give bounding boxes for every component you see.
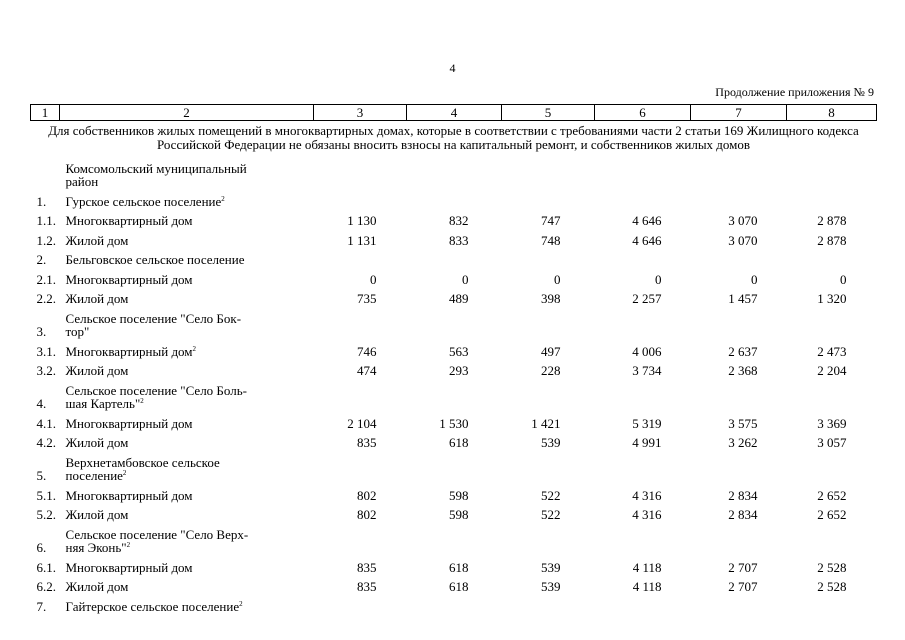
- value-col-6: 4 316: [632, 507, 662, 522]
- row-number: 4.: [36, 396, 47, 411]
- row-number: 4.2.: [36, 435, 56, 450]
- table-row: [31, 410, 877, 430]
- row-name: [60, 377, 314, 410]
- value-col-4: [407, 449, 502, 482]
- value-col-6: [595, 305, 691, 338]
- row-name-text: Верхнетамбовское сельское поселение: [65, 455, 220, 483]
- row-number: [31, 155, 60, 188]
- row-name-text: Многоквартирный дом: [65, 271, 193, 287]
- row-number: 2.1.: [36, 271, 56, 287]
- row-name: [60, 188, 314, 208]
- value-col-8: [787, 188, 877, 208]
- value-col-6: 2 257: [632, 291, 662, 306]
- value-col-8: 2 878: [817, 213, 847, 228]
- value-col-8: 2 652: [817, 487, 847, 503]
- value-col-7: 2 368: [728, 363, 758, 378]
- value-col-8: 3 369: [817, 415, 847, 431]
- row-name: [60, 410, 314, 430]
- value-col-6: 4 006: [632, 343, 662, 359]
- row-name: [60, 449, 314, 482]
- row-name: [60, 247, 314, 267]
- page-number: 4: [449, 61, 456, 75]
- value-col-4: [407, 155, 502, 188]
- row-name-text: Многоквартирный дом: [65, 343, 193, 359]
- value-col-3: [314, 593, 407, 613]
- value-col-8: 1 320: [817, 291, 847, 306]
- row-name: [60, 521, 314, 554]
- value-col-4: [407, 305, 502, 338]
- table-row: [31, 574, 877, 594]
- value-col-4: 489: [449, 291, 469, 306]
- row-name-text: Жилой дом: [65, 363, 129, 378]
- value-col-5: 539: [541, 579, 561, 594]
- row-number: 5.: [36, 468, 47, 483]
- value-col-8: [787, 521, 877, 554]
- row-name-text: Жилой дом: [65, 507, 129, 522]
- value-col-4: [407, 521, 502, 554]
- value-col-8: [787, 377, 877, 410]
- value-col-7: [691, 188, 787, 208]
- value-col-4: [407, 247, 502, 267]
- value-col-4: 832: [449, 213, 469, 228]
- value-col-4: 598: [449, 507, 469, 522]
- value-col-8: [787, 247, 877, 267]
- value-col-3: 735: [357, 291, 377, 306]
- footnote-marker: 2: [192, 344, 197, 353]
- value-col-3: 835: [357, 579, 377, 594]
- value-col-3: [314, 377, 407, 410]
- row-name-text: Жилой дом: [65, 232, 129, 248]
- value-col-3: 802: [357, 507, 377, 522]
- value-col-6: [595, 155, 691, 188]
- value-col-5: [502, 247, 595, 267]
- table-row: [31, 554, 877, 574]
- row-name-text: Жилой дом: [65, 435, 129, 450]
- row-name: [60, 305, 314, 338]
- value-col-7: [691, 593, 787, 613]
- value-col-5: 228: [541, 363, 561, 378]
- value-col-4: 833: [449, 232, 469, 248]
- row-name: [60, 227, 314, 247]
- value-col-5: 1 421: [531, 415, 561, 431]
- table-row: [31, 338, 877, 358]
- value-col-3: 2 104: [347, 415, 377, 431]
- value-col-5: 522: [541, 487, 561, 503]
- value-col-8: 2 878: [817, 232, 847, 248]
- value-col-3: 0: [370, 271, 377, 287]
- row-name: [60, 430, 314, 450]
- value-col-4: [407, 377, 502, 410]
- col-header-5: 5: [502, 105, 595, 121]
- value-col-5: 522: [541, 507, 561, 522]
- row-name: [60, 266, 314, 286]
- value-col-5: 398: [541, 291, 561, 306]
- table-row: [31, 358, 877, 378]
- row-name-text: Сельское поселение "Село Верх- няя Эконь": [65, 527, 249, 555]
- col-header-7: 7: [691, 105, 787, 121]
- row-name-text: Комсомольский муниципальный район: [65, 161, 247, 189]
- row-name-text: Сельское поселение "Село Бок- тор": [65, 311, 242, 339]
- value-col-3: 1 131: [347, 232, 377, 248]
- row-name-text: Гурское сельское поселение: [65, 193, 222, 209]
- table-row: [31, 188, 877, 208]
- row-number: 1.: [36, 193, 47, 209]
- value-col-7: 3 070: [728, 213, 758, 228]
- section-subheading-row: [31, 121, 877, 156]
- value-col-6: [595, 449, 691, 482]
- row-name-text: Многоквартирный дом: [65, 487, 193, 503]
- col-header-8: 8: [787, 105, 877, 121]
- value-col-8: [787, 155, 877, 188]
- table-row: [31, 482, 877, 502]
- value-col-5: [502, 155, 595, 188]
- footnote-marker: 2: [126, 541, 131, 549]
- table-row: [31, 247, 877, 267]
- value-col-5: 539: [541, 435, 561, 450]
- value-col-6: 5 319: [632, 415, 662, 431]
- row-number: 3.: [36, 324, 47, 339]
- value-col-7: [691, 521, 787, 554]
- value-col-6: [595, 593, 691, 613]
- value-col-7: [691, 449, 787, 482]
- value-col-6: [595, 188, 691, 208]
- value-col-6: [595, 247, 691, 267]
- value-col-4: 0: [462, 271, 469, 287]
- value-col-5: 747: [541, 213, 561, 228]
- footnote-marker: 2: [140, 397, 144, 405]
- value-col-6: 4 646: [632, 232, 662, 248]
- value-col-5: 497: [541, 343, 561, 359]
- table-row: [31, 155, 877, 188]
- value-col-8: 0: [840, 271, 847, 287]
- row-name-text: Бельговское сельское поселение: [65, 252, 245, 267]
- footnote-marker: 2: [122, 469, 127, 477]
- row-name-text: Гайтерское сельское поселение: [65, 598, 240, 614]
- table-row: [31, 377, 877, 410]
- value-col-3: 474: [357, 363, 377, 378]
- value-col-3: [314, 188, 407, 208]
- row-name-text: Многоквартирный дом: [65, 559, 193, 575]
- footnote-marker: 2: [221, 194, 225, 203]
- value-col-6: [595, 377, 691, 410]
- row-name: [60, 574, 314, 594]
- value-col-5: [502, 593, 595, 613]
- value-col-7: [691, 247, 787, 267]
- table-row: [31, 227, 877, 247]
- row-number: 2.: [36, 252, 47, 267]
- value-col-7: 2 707: [728, 559, 758, 575]
- row-name-text: Сельское поселение "Село Боль- шая Картель": [65, 383, 247, 411]
- value-col-3: [314, 155, 407, 188]
- value-col-8: [787, 593, 877, 613]
- row-name: [60, 554, 314, 574]
- tariff-table: [30, 104, 877, 613]
- value-col-5: 0: [554, 271, 561, 287]
- continuation-label: Продолжение приложения № 9: [715, 85, 874, 99]
- value-col-5: [502, 305, 595, 338]
- value-col-3: [314, 521, 407, 554]
- value-col-4: 618: [449, 435, 469, 450]
- value-col-7: 2 834: [728, 487, 758, 503]
- value-col-8: [787, 449, 877, 482]
- table-row: [31, 502, 877, 522]
- value-col-7: 1 457: [728, 291, 758, 306]
- row-number: 1.2.: [36, 232, 56, 248]
- table-row: [31, 449, 877, 482]
- table-row: [31, 430, 877, 450]
- value-col-6: 4 316: [632, 487, 662, 503]
- value-col-4: 563: [449, 343, 469, 359]
- value-col-4: 293: [449, 363, 469, 378]
- value-col-8: 2 528: [817, 559, 847, 575]
- row-number: 6.: [36, 540, 47, 555]
- value-col-4: 618: [449, 559, 469, 575]
- value-col-7: 3 575: [728, 415, 758, 431]
- section-subheading: Для собственников жилых помещений в многоквартирных домах, которые в соответствии с требованиями части 2 статьи 169 Жилищного кодекса Российской Федерации не обязаны вносить взносы на капитальный ремонт, и собственников жилых домов: [48, 123, 859, 152]
- row-name: [60, 286, 314, 306]
- table-row: [31, 305, 877, 338]
- row-number: 5.2.: [36, 507, 56, 522]
- value-col-8: 2 528: [817, 579, 847, 594]
- row-name-text: Жилой дом: [65, 579, 129, 594]
- value-col-3: 1 130: [347, 213, 377, 228]
- value-col-6: [595, 521, 691, 554]
- value-col-8: 3 057: [817, 435, 847, 450]
- value-col-6: 4 118: [632, 579, 662, 594]
- value-col-3: 835: [357, 435, 377, 450]
- row-name-text: Жилой дом: [65, 291, 129, 306]
- table-row: [31, 521, 877, 554]
- col-header-4: 4: [407, 105, 502, 121]
- table-row: [31, 593, 877, 613]
- row-number: 6.1.: [36, 559, 56, 575]
- value-col-7: 2 637: [728, 343, 758, 359]
- col-header-2: 2: [60, 105, 314, 121]
- row-number: 1.1.: [36, 213, 56, 228]
- row-name: [60, 155, 314, 188]
- value-col-7: 0: [751, 271, 758, 287]
- table-row: [31, 208, 877, 228]
- value-col-8: [787, 305, 877, 338]
- value-col-6: 3 734: [632, 363, 662, 378]
- value-col-3: [314, 247, 407, 267]
- row-name: [60, 482, 314, 502]
- value-col-7: [691, 377, 787, 410]
- value-col-5: 748: [541, 232, 561, 248]
- value-col-5: [502, 188, 595, 208]
- value-col-4: [407, 593, 502, 613]
- row-name: [60, 358, 314, 378]
- value-col-7: [691, 305, 787, 338]
- value-col-7: 2 834: [728, 507, 758, 522]
- value-col-6: 4 118: [632, 559, 662, 575]
- row-name: [60, 338, 314, 358]
- value-col-3: 746: [357, 343, 377, 359]
- value-col-4: 598: [449, 487, 469, 503]
- value-col-8: 2 473: [817, 343, 847, 359]
- value-col-7: [691, 155, 787, 188]
- table-row: [31, 286, 877, 306]
- row-name: [60, 593, 314, 613]
- column-number-row: [31, 105, 877, 121]
- value-col-5: [502, 377, 595, 410]
- row-number: 5.1.: [36, 487, 56, 503]
- row-name: [60, 502, 314, 522]
- col-header-3: 3: [314, 105, 407, 121]
- value-col-4: 618: [449, 579, 469, 594]
- value-col-5: 539: [541, 559, 561, 575]
- value-col-5: [502, 521, 595, 554]
- row-number: 4.1.: [36, 415, 56, 431]
- row-name-text: Многоквартирный дом: [65, 213, 193, 228]
- value-col-7: 3 262: [728, 435, 758, 450]
- value-col-5: [502, 449, 595, 482]
- col-header-6: 6: [595, 105, 691, 121]
- value-col-7: 3 070: [728, 232, 758, 248]
- row-name: [60, 208, 314, 228]
- row-number: 7.: [36, 598, 47, 614]
- table-row: [31, 266, 877, 286]
- value-col-3: [314, 449, 407, 482]
- footnote-marker: 2: [239, 599, 243, 608]
- value-col-3: 802: [357, 487, 377, 503]
- value-col-4: 1 530: [439, 415, 469, 431]
- row-number: 3.2.: [36, 363, 56, 378]
- col-header-1: 1: [31, 105, 60, 121]
- value-col-7: 2 707: [728, 579, 758, 594]
- value-col-3: 835: [357, 559, 377, 575]
- value-col-6: 4 646: [632, 213, 662, 228]
- value-col-3: [314, 305, 407, 338]
- row-number: 2.2.: [36, 291, 56, 306]
- value-col-8: 2 204: [817, 363, 847, 378]
- value-col-8: 2 652: [817, 507, 847, 522]
- value-col-6: 4 991: [632, 435, 662, 450]
- row-name-text: Многоквартирный дом: [65, 415, 193, 431]
- row-number: 6.2.: [36, 579, 56, 594]
- value-col-4: [407, 188, 502, 208]
- value-col-6: 0: [655, 271, 662, 287]
- row-number: 3.1.: [36, 343, 56, 359]
